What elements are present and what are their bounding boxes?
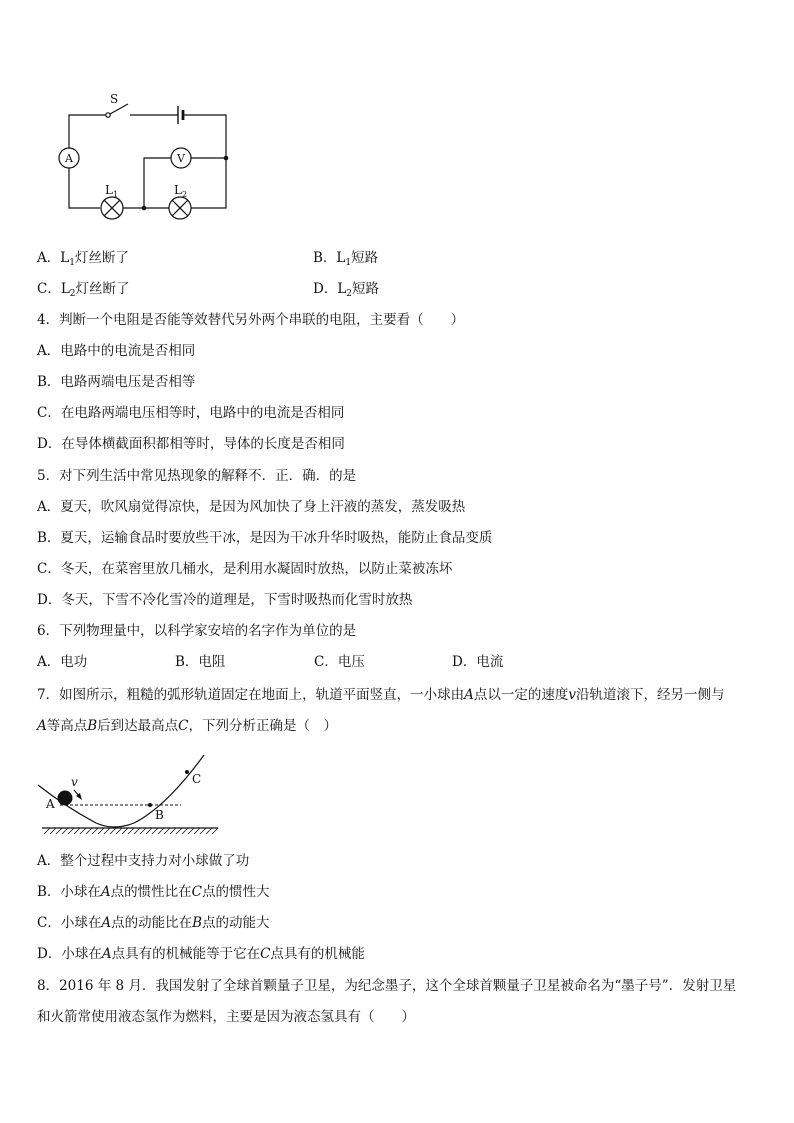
q7-stem-line2: A等高点B后到达最高点C，下列分析正确是（ ） [37, 718, 338, 734]
q6-option-d: D．电流 [452, 654, 504, 670]
q5-option-b: B．夏天，运输食品时要放些干冰，是因为干冰升华时吸热，能防止食品变质 [37, 530, 493, 546]
q6-option-a: A．电功 [37, 654, 88, 670]
svg-text:L2 [174, 183, 187, 199]
q3-option-a: A．$L_1$灯丝断了 [37, 250, 129, 268]
circuit-diagram [45, 90, 245, 225]
q4-option-c: C．在电路两端电压相等时，电路中的电流是否相同 [37, 405, 345, 421]
q6-option-c: C．电压 [314, 654, 365, 670]
q7-option-a: A．整个过程中支持力对小球做了功 [37, 853, 250, 869]
q4-option-b: B．电路两端电压是否相等 [37, 374, 196, 390]
q6-option-b: B．电阻 [175, 654, 226, 670]
q8-stem-line1: 8．2016 年 8 月．我国发射了全球首颗量子卫星，为纪念墨子，这个全球首颗量子卫星被命名为“墨子号”．发射卫星 [37, 978, 737, 994]
velocity-label: v [71, 775, 78, 789]
q5-option-d: D．冬天，下雪不冷化雪冷的道理是，下雪时吸热而化雪时放热 [37, 592, 413, 608]
q7-option-d: D．小球在A点具有的机械能等于它在C点具有的机械能 [37, 946, 365, 962]
q5-stem: 5．对下列生活中常见热现象的解释不．正．确．的是 [37, 468, 357, 484]
lamp2-label: L [174, 183, 182, 197]
q3-option-c: C．$L_2$灯丝断了 [37, 281, 130, 299]
q7-option-b: B．小球在A点的惯性比在C点的惯性大 [37, 884, 270, 900]
q4-option-a: A．电路中的电流是否相同 [37, 343, 196, 359]
q3-option-d: D．$L_2$短路 [313, 281, 380, 299]
switch-label: S [110, 92, 119, 106]
q8-stem-line2: 和火箭常使用液态氢作为燃料，主要是因为液态氢具有（ ） [37, 1009, 415, 1025]
q5-option-a: A．夏天，吹风扇觉得凉快，是因为风加快了身上汗液的蒸发，蒸发吸热 [37, 499, 466, 515]
voltmeter-label: V [177, 152, 185, 165]
q5-option-c: C．冬天，在菜窖里放几桶水，是利用水凝固时放热，以防止菜被冻坏 [37, 561, 453, 577]
lamp2-sub: 2 [181, 190, 188, 199]
q7-stem-line1: 7．如图所示，粗糙的弧形轨道固定在地面上，轨道平面竖直，一小球由A点以一定的速度v沿轨道滚下，经另一侧与 [37, 687, 725, 703]
lamp1-label: L [105, 183, 113, 197]
q7-option-c: C．小球在A点的动能比在B点的动能大 [37, 915, 270, 931]
q4-stem: 4．判断一个电阻是否能等效替代另外两个串联的电阻，主要看（ ） [37, 312, 465, 328]
ammeter-label: A [65, 152, 73, 165]
svg-text:L1 [105, 183, 118, 199]
lamp1-sub: 1 [112, 190, 119, 199]
point-a-label: A [46, 797, 55, 811]
q3-option-b: B．$L_1$短路 [313, 250, 379, 268]
track-figure [36, 745, 236, 845]
point-c-label: C [192, 772, 202, 786]
point-b-label: B [155, 808, 164, 822]
q4-option-d: D．在导体横截面积都相等时，导体的长度是否相同 [37, 436, 345, 452]
q6-stem: 6．下列物理量中，以科学家安培的名字作为单位的是 [37, 623, 357, 639]
